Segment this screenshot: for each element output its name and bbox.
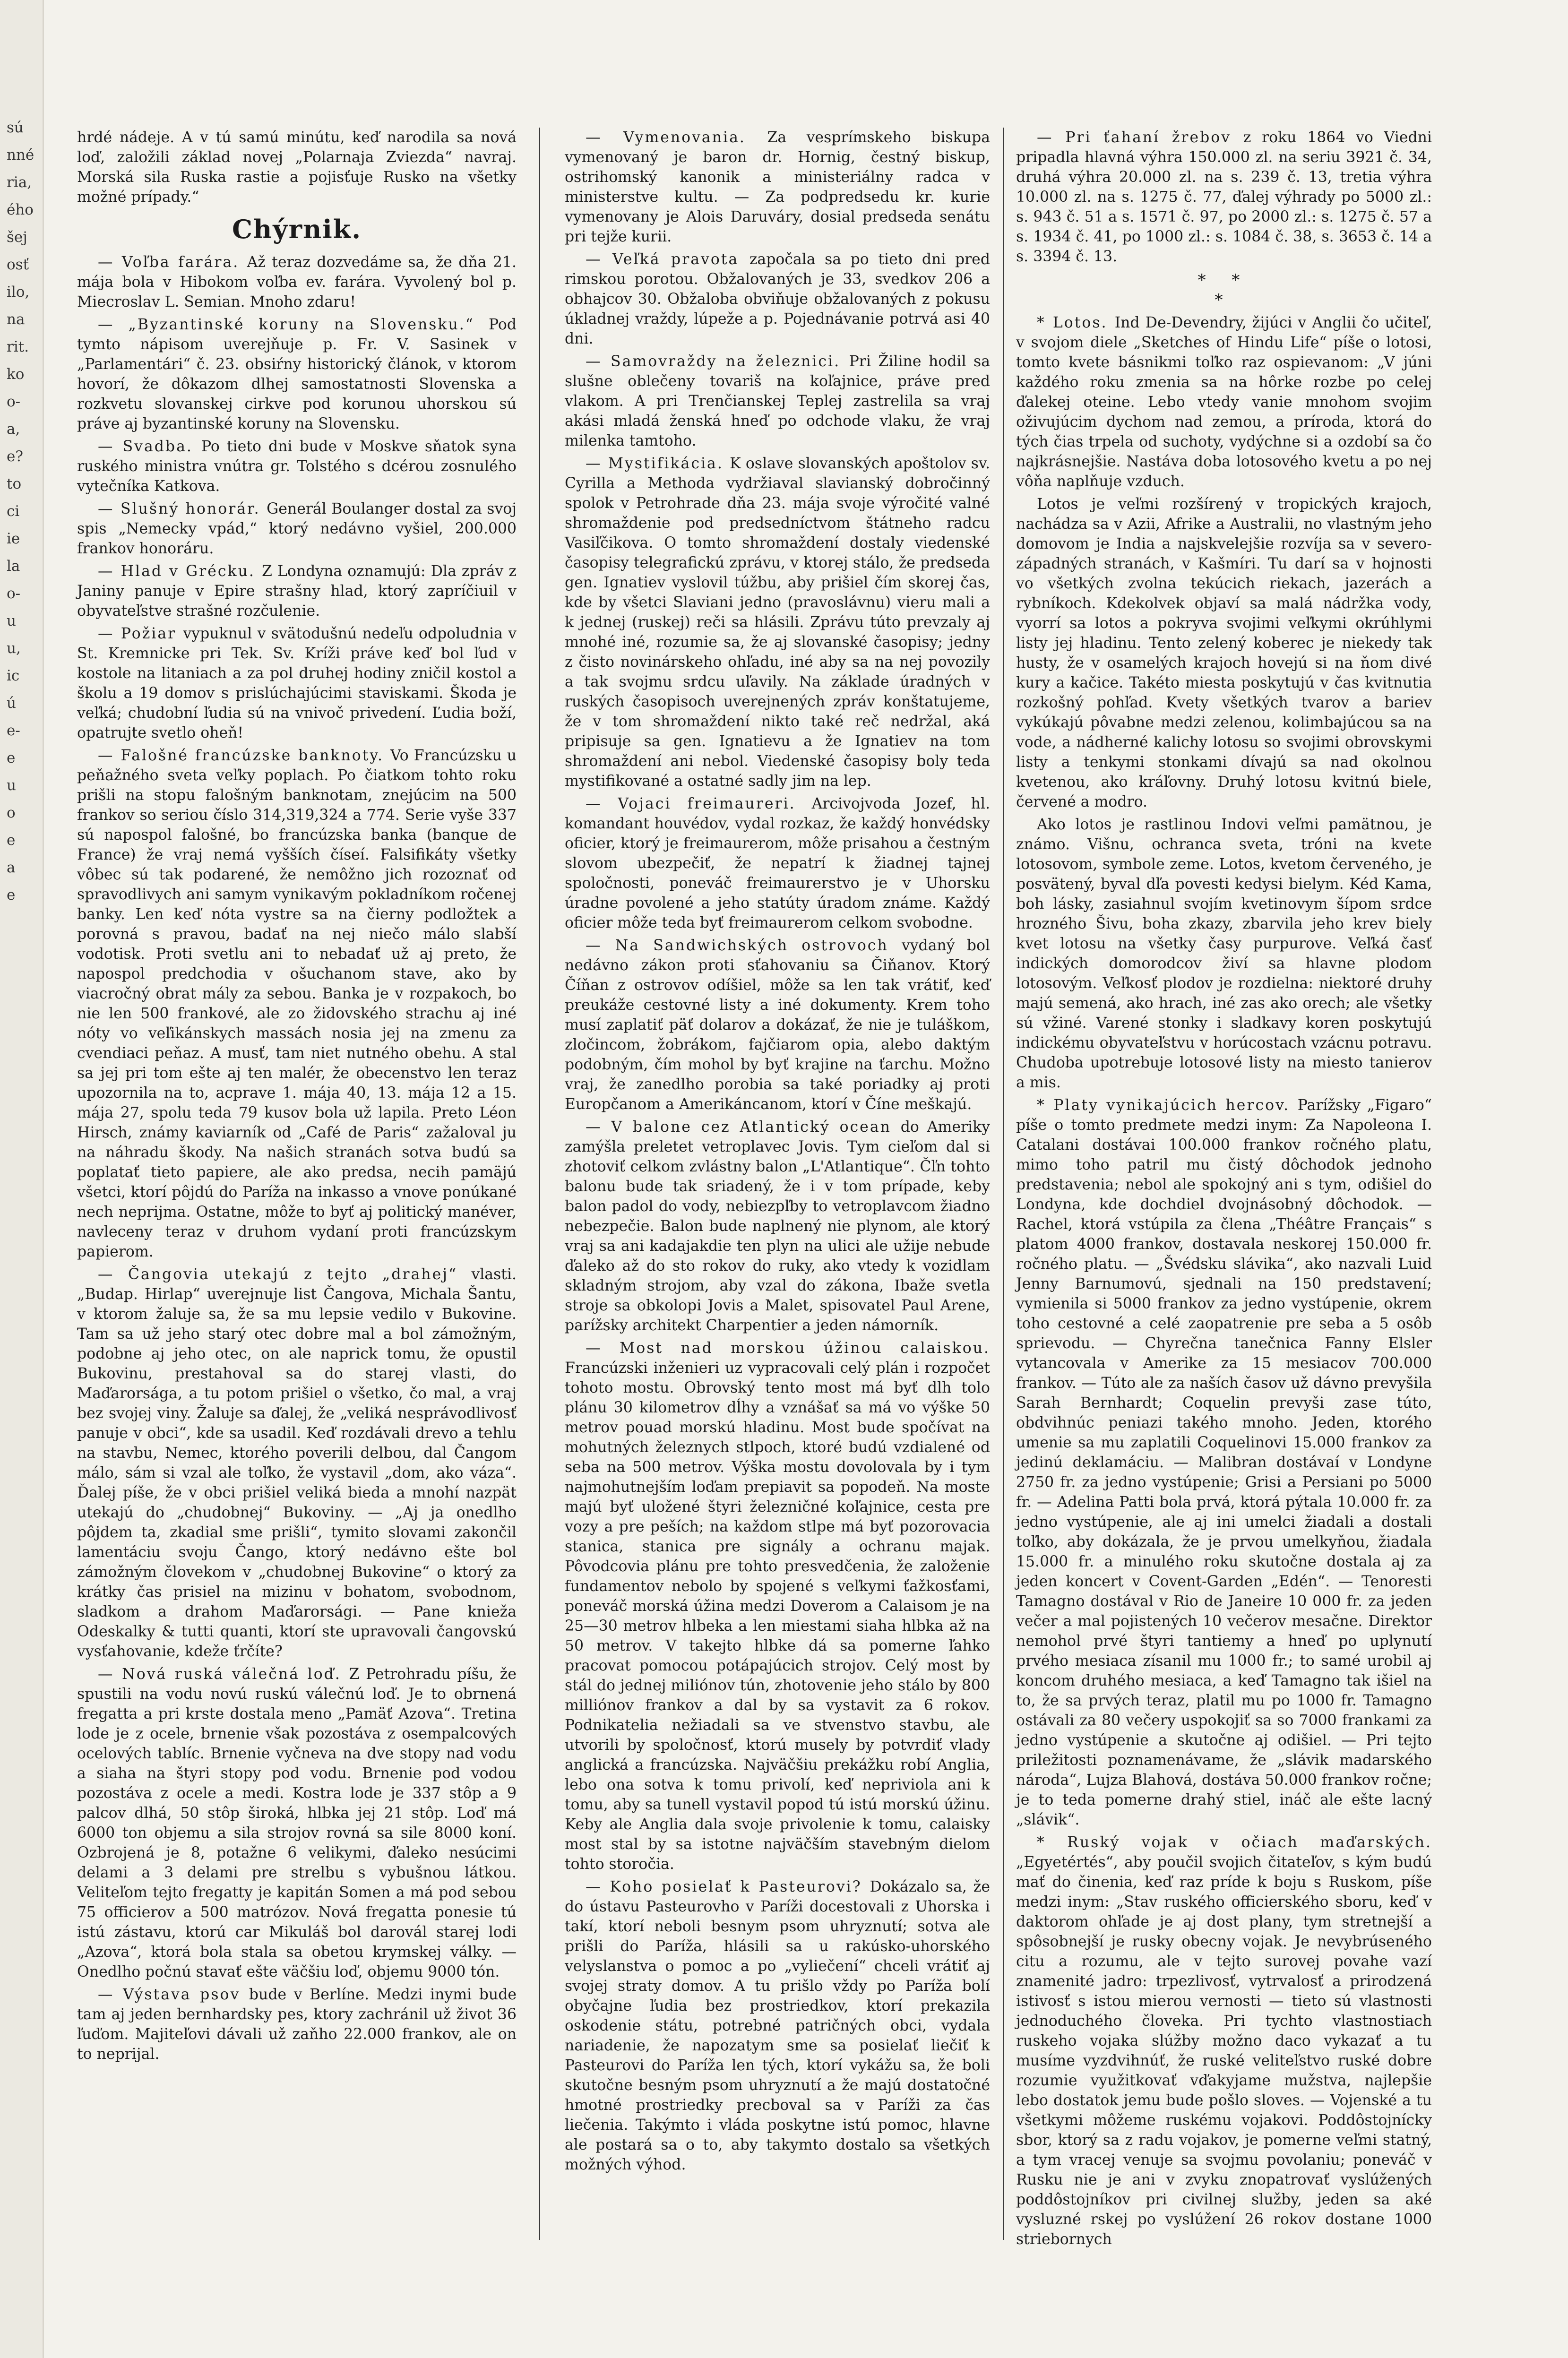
column-rule bbox=[1003, 128, 1004, 2240]
news-item bbox=[565, 936, 990, 1114]
news-headline: — Čangovia utekajú z tejto „drahej“ bbox=[98, 1266, 472, 1283]
news-text: vydaný bol nedávno zákon proti sťahovaniu sa Čiňanov. Ktorý Číňan z ostrovov odíšiel, môže sa len tak vrátiť, keď preukáže cestovné listy a iné dokumenty. Krem toho musí zaplatiť päť dolarov a dokázať, že nie je tuláškom, zločincom, žobrákom, fajčiarom opia, alebo daktým podobným, čím mohol by byť krajine na ťarchu. Možno vraj, že zanedlho porobia sa také poriadky aj proti Europčanom a Amerikáncanom, ktorí v Číne meškajú. bbox=[565, 937, 990, 1113]
news-item bbox=[565, 352, 990, 451]
news-item bbox=[1016, 815, 1432, 1093]
edge-word: o- bbox=[7, 585, 21, 602]
edge-word: o bbox=[7, 804, 16, 821]
news-headline: — V balone cez Atlantický ocean bbox=[586, 1119, 901, 1136]
news-item bbox=[77, 1265, 517, 1661]
news-headline: * Platy vynikajúcich hercov. bbox=[1037, 1097, 1298, 1114]
news-text: Generál Boulanger dostal za svoj spis „Nemecky vpád,“ ktorý nedávno vyšiel, 200.000 frankov honoráru. bbox=[77, 500, 517, 557]
news-text: vlasti. „Budap. Hirlap“ uverejnuje list Čangova, Michala Šantu, v ktorom žaluje sa, že sa mu lepsie vedilo v Bukovine. Tam sa už jeho starý otec dobre mal a bol zámožným, podobne aj jeho otec, on ale naprick tomu, že opustil Bukovinu, prestahoval sa do starej vlasti, do Maďarorsága, a tu potom prišiel o všetko, čo mal, a vraj bez svojej viny. Žaluje sa ďalej, že „veliká nesprávodlivosť panuje v obci“, kde sa usadil. Keď rozdávali drevo a tehlu na stavbu, Nemec, ktorého poverili delbou, dal Čangom málo, sám si vzal ale toľko, že vystavil „dom, ako váza“. Ďalej píše, že v obci prišiel veliká bieda a mnohí nazpät utekajú do „chudobnej“ Bukoviny. — „Aj ja onedlho pôjdem ta, zkadial sme prišli“, tymito slovami zakončil lamentáciu svoju Čango, ktorý nedávno ešte bol zámožným človekom v „chudobnej Bukovine“ o ktorý za krátky čas prisiel na mizinu v bohatom, svobodnom, sladkom a drahom Maďarorsági. — Pane knieža Odeskalky & tutti quanti, ktorí ste upravovali čangovskú vysťahovanie, kdeže ťrčíte? bbox=[77, 1266, 517, 1660]
news-item bbox=[565, 454, 990, 791]
news-item bbox=[77, 1664, 517, 1982]
news-text: Dokázalo sa, že do ústavu Pasteurovho v Paríži docestovali z Uhorska i takí, ktorí neboli besnym psom uhryznutí; sotva ale prišli do Paríža, hlásili sa u rakúsko-uhorského velyslanstva o pomoc a po „vyliečení“ chceli vrátiť aj svojej straty domov. A tu prišlo vždy po Paríža bolí obyčajne ľudia bez prostriedkov, ktorí prekazila oskodenie státu, potrebné patričných obci, vydala nariadenie, že napozatym sme sa posielať liečiť k Pasteurovi do Paríža len tých, ktorí vykážu sa, že boli skutočne besným psom uhryznutí a že majú dostatočné hmotné prostriedky precboval sa v Paríži za čas liečenia. Takýmto i vláda poskytne istú pomoc, hlavne ale postará sa o to, aby takymto dostalo sa všetkých možných výhod. bbox=[565, 1878, 990, 2173]
edge-word: e bbox=[7, 749, 16, 766]
edge-word: šej bbox=[7, 229, 27, 246]
edge-word: ic bbox=[7, 667, 20, 684]
news-text: Ako lotos je rastlinou Indovi veľmi pamätnou, je známo. Višnu, ochranca sveta, tróni na kvete lotosovom, symbole zeme. Lotos, kvetom červeného, je posvätený, byval dľa povesti kedysi bielym. Kéd Kama, boh lásky, zasiahnul svojím kvetinovym šípom srdce hrozného Šivu, boha zkazy, zbarvila jeho krev biely kvet lotosu na všetky časy purpurove. Veľká časť indických domorodcov živí sa hlavne plodom lotosovým. Veľkosť plodov je rozdielna: niektoré druhy majú semená, ako hrach, iné zas ako orech; ale všetky sú vžiné. Varené stonky i sladkavy koren poskytujú indickému obyvateľstvu v horúcostach vzácnu potravu. Chudoba upotrebuje lotosové listy na miesto tanierov a mis. bbox=[1016, 816, 1432, 1091]
edge-word: ie bbox=[7, 530, 20, 547]
news-text: „Egyetértés“, aby poučil svojich čitateľov, s kým budú mať do činenia, keď raz príde k boju s Ruskom, píše medzi inym: „Stav ruského officierského sboru, keď v daktorom ohľade je aj dost plany, tym stretnejší a spôsobnejší je rusky obecny vojak. Je nevybrúseného citu a rozumu, ale v tejto surovej povahe vazí znamenité jadro: trpezlivosť, vytrvalosť a prirodzená istivosť s istou mierou vernosti — tieto sú vlastnosti jednoduchého človeka. Pri tychto vlastnostiach ruskeho vojaka slúžby možno daco vykazať a tu musíme vyzdvihnúť, že ruské veliteľstvo ruské dobre rozumie využitkovať vďakyjame mužstva, najlepšie lebo dostatok jemu bude pošlo sloves. — Vojenské a tu všetkymi môžeme ruskému vojakovi. Poddôstojnícky sbor, ktorý sa z radu vojakov, je pomerne veľmi statný, a tym vracej venuje sa svojmu povolaniu; poneváč v Rusku nie je ani v zvyku znopatrovať vyslúžených poddôstojníkov pri civilnej služby, jeden sa aké vysluzné rskej po vyslúžení 26 rokov dostane 1000 striebornych bbox=[1016, 1854, 1432, 2248]
news-item bbox=[1016, 494, 1432, 812]
news-text: vypuknul v svätodušnú nedeľu odpoludnia v St. Kremnicke pri Tek. Sv. Kríži práve keď bol ľud v kostole na litaniach a za pol druhej hodiny zničil kostol a školu a 19 domov s prislúchajúcimi staviskami. Škoda je veľká; chudobní ľudia sú na vnivoč privedení. Ľudia boží, opatrujte svetlo oheň! bbox=[77, 625, 517, 741]
news-text: hrdé nádeje. A v tú samú minútu, keď narodila sa nová loď, založili základ novej „Polarnaja Zviezda“ navraj. Morská sila Ruska rastie a pojisťuje Rusko na všetky možné prípady.“ bbox=[77, 129, 517, 206]
news-text: započala sa po tieto dni pred rimskou porotou. Obžalovaných je 33, svedkov 206 a obhajcov 30. Obžaloba obviňuje obžalovaných z pokusu úkladnej vraždy, lúpeže a p. Pojednávanie potrvá asi 40 dni. bbox=[565, 251, 990, 347]
news-headline: — Na Sandwichských ostrovoch bbox=[586, 937, 902, 954]
news-headline: — „Byzantinské koruny na Slovensku.“ bbox=[98, 316, 489, 333]
edge-word: ú bbox=[7, 695, 16, 712]
edge-word: to bbox=[7, 475, 22, 492]
edge-word: ko bbox=[7, 366, 25, 383]
edge-word: ci bbox=[7, 503, 20, 520]
news-item bbox=[77, 315, 517, 434]
news-text: do Ameriky zamýšla preletet vetroplavec Jovis. Tym cieľom dal si zhotoviť celkom zvlástny balon „L'Atlantique“. Čľn tohto balonu bude tak sriadený, že i v tom prípade, keby balon padol do vody, nebiezpľby to vetroplavcom žiadno nebezpečie. Balon bude naplnený nie plynom, ale ktorý vraj sa ani kadajakdie ten plyn na ulici ale užije nebude ďaleko až do sto rokov do ruky, ako vtedy k vozidlam skladným strojom, aby vzal do zákona, Ibaže svetla stroje sa obkolopi Jovis a Malet, spisovatel Paul Arene, parížsky architekt Charpentier a jeden námorník. bbox=[565, 1119, 991, 1334]
news-headline: — Požiar bbox=[98, 625, 183, 642]
column-2 bbox=[565, 128, 990, 2177]
edge-word: nné bbox=[7, 146, 34, 164]
news-headline: — Veľká pravota bbox=[586, 251, 750, 268]
edge-word: na bbox=[7, 311, 25, 328]
news-text: Pod tymto nápisom uverejňuje p. Fr. V. Sasinek v „Parlamentári“ č. 23. obsiŕny historický článok, v ktorom hovorí, že dôkazom dlhej samostatnosti Slovenska a rozkvetu slovanskej cirkve pod korunou uhorskou sú práve aj byzantinské koruny na Slovensku. bbox=[77, 316, 517, 432]
news-text: Z Petrohradu píšu, že spustili na vodu novú ruskú válečnú loď. Je to obrnená fregatta a pri krste dostala meno „Pamäť Azova“. Tretina lode je z ocele, brnenie však pozostáva z osempalcových ocelových tablíc. Brnenie vyčneva na dve stopy nad vodu a siaha na štyri stopy pod vodu. Brnenie pod vodou pozostáva z ocele a medi. Kostra lode je 337 stôp a 9 palcov dlhá, 50 stôp široká, hlbka jej 21 stôp. Loď má 6000 ton objemu a sila strojov rovná sa sile 8000 koní. Ozbrojená je 8, potažne 6 velikymi, ďaleko nesúcimi delami a 3 delami pre strelbu s vybušnou látkou. Veliteľom tejto fregatty je kapitán Somen a má pod sebou 75 officierov a 500 matrózov. Nová fregatta ponesie tú istú zástavu, ktorú car Mikuláš bol darovál starej lodi „Azova“, ktorá bola stala sa obetou krymskej války. — Onedlho počnú stavať ešte väčšiu loď, objemu 9000 tón. bbox=[77, 1666, 517, 1980]
edge-word: ria, bbox=[7, 174, 32, 191]
news-item bbox=[565, 250, 990, 349]
news-text: Za vesprímskeho biskupa vymenovaný je baron dr. Hornig, čestný biskup, ostrihomský kanonik a ministeriálny radca v ministerstve kultu. — Za podpredsedu kr. kurie vymenovany je Alois Daruváry, dosial predseda senátu pri tejže kurii. bbox=[565, 129, 990, 245]
news-item bbox=[77, 746, 517, 1262]
news-item bbox=[1016, 1095, 1432, 1830]
edge-word: a, bbox=[7, 421, 20, 438]
edge-word: ilo, bbox=[7, 284, 30, 301]
edge-word: u, bbox=[7, 640, 21, 657]
news-headline: — Výstava psov bbox=[98, 1986, 249, 2003]
news-item bbox=[77, 128, 517, 207]
news-headline: — Pri ťahaní žrebov bbox=[1037, 129, 1243, 146]
edge-word: sú bbox=[7, 119, 24, 136]
edge-word: rit. bbox=[7, 338, 29, 355]
edge-word: ého bbox=[7, 201, 34, 218]
news-item bbox=[77, 252, 517, 312]
edge-word: a bbox=[7, 859, 16, 876]
news-headline: — Svadba. bbox=[98, 438, 201, 455]
column-rule bbox=[539, 128, 540, 2240]
news-text: bude v Berlíne. Medzi inymi bude tam aj jeden bernhardsky pes, ktory zachránil už život 36 ľuďom. Majiteľovi dávali už zaňho 22.000 frankov, ale on to neprijal. bbox=[77, 1986, 517, 2063]
column-1 bbox=[77, 128, 517, 2067]
news-headline: * Ruský vojak v očiach maďarských. bbox=[1037, 1834, 1432, 1851]
news-headline: — Most nad morskou úžinou calaiskou. bbox=[586, 1340, 990, 1357]
news-headline: — Nová ruská válečná loď. bbox=[98, 1666, 349, 1683]
news-item bbox=[1016, 128, 1432, 267]
section-heading: Chýrnik. bbox=[232, 214, 362, 244]
column-3 bbox=[1016, 128, 1432, 2252]
news-headline: — Samovraždy na železnici. bbox=[586, 353, 849, 370]
asterism: * * * bbox=[1198, 271, 1250, 310]
news-headline: * Lotos. bbox=[1037, 314, 1115, 331]
news-item bbox=[565, 1877, 990, 2175]
news-item bbox=[565, 1338, 990, 1874]
news-text: Francúzski inženieri uz vypracovali celý plán i rozpočet tohoto mostu. Obrovský tento most má byť dlh tolo plánu 30 kilometrov dĺhy a vznášať sa má vo výške 50 metrov pouad morskú hladinu. Most bude spočívat na mohutných železnych stlpoch, ktoré budú vzdialené od seba na 500 metrov. Výška mostu dovolovala by i tym najmohutnejším loďam prepiavit sa popodeň. Na moste majú byť uložené štyri železničné koľajnice, cesta pre vozy a pre peších; na každom stlpe má byť pozorovacia stanica, stanica pre signály a ochranu majak. Pôvodcovia plánu pre tohto presvedčenia, že založenie fundamentov nebolo by spojené s veľkymi ťažkosťami, poneváč morská úžina medzi Doverom a Calaisom je na 25—30 metrov hlbeka a len miestami siaha hlbka až na 50 metrov. V takejto hlbke dá sa pomerne ľahko pracovat pomocou potápajúcich strojov. Celý most by stál do jednej miliónov tún, zhotovenie jeho stálo by 800 milliónov frankov a dal by sa vystavit za 6 rokov. Podnikatelia nežiadali sa ve stvenstvo stavbu, ale utvorili by spoločnosť, ktorú musely by potvrdiť vlady anglická a francúzska. Najväčšiu prekážku robí Anglia, lebo ona sotva k tomu privolí, keď nepriviola ani k tomu, aby sa tunell vystavil popod tú istú morskú úžinu. Keby ale Anglia dala svoje privolenie k tomu, calaisky most stal by sa istotne najväčším stavebným dielom tohto storočia. bbox=[565, 1360, 990, 1873]
edge-word: osť bbox=[7, 256, 29, 273]
news-headline: — Mystifikácia. bbox=[586, 455, 730, 472]
news-text: K oslave slovanských apoštolov sv. Cyrilla a Methoda vydržiaval slavianský dobročinný spolok v Petrohrade dňa 23. mája svoje výročité valné shromaždenie pod predsedníctvom štátneho radcu Vasiľčikova. O tomto shromaždení dostaly viedenské časopisy telegrafickú zprávu, v ktorej stálo, že predseda gen. Ignatiev vyslovil túžbu, aby prišiel čím skorej čas, kde by všetci Slaviani jedno (pravoslávnu) vieru mali a k jednej (ruskej) reči sa hlásili. Zprávu túto prevzaly aj mnohé iné, rozumie sa, že aj slovanské časopisy; jedny z čisto novinárskeho ohľadu, iné aby sa na nej povozily a tak svojmu srdcu uľavily. Na základe úradných v ruských časopisoch uverejnených zpráv konštatujeme, že v tom shromaždení nikto také reč nedržal, aká pripisuje sa gen. Ignatievu a že Ignatiev na tom shromaždení ani nebol. Viedenské časopisy boly teda mystifikované a ostatné sadly jim na lep. bbox=[565, 455, 990, 790]
news-headline: — Falošné francúzske banknoty. bbox=[98, 747, 390, 764]
news-item bbox=[1016, 313, 1432, 491]
edge-word: la bbox=[7, 558, 20, 575]
edge-word: u bbox=[7, 777, 16, 794]
news-text: Pri Žiline hodil sa slušne oblečeny tovariš na koľajnice, práve pred vlakom. A pri Trenčianskej Teplej zastrelila sa vraj akási mladá ženská hneď po odchode vlaku, že vraj milenka tamtoho. bbox=[565, 353, 990, 449]
news-text: Lotos je veľmi rozšírený v tropických krajoch, nachádza sa v Azii, Afrike a Australii, no vlastným jeho domovom je India a najskvelejšie rozvíja sa v severo-západných stranách, v Kašmíri. Tu darí sa v hojnosti vo všetkých zvolna tekúcich riekach, jazerách a rybníkoch. Kdekolvek objaví sa malá nádržka vody, vyorrí sa lotos a pokryva svojimi veľkymi okrúhlymi listy jej hladinu. Tento zelený koberec je niekedy tak husty, že v osamelých krajoch hovejú si na ňom divé kury a kačice. Takéto miesta poskytujú v čas kvitnutia rozkošný pohľad. Kvety všetkých tvarov a bariev vykúkajú pôvabne medzi zelenou, kolimbajúcou sa na vode, a nádherné kalichy lotosu so svojimi obrovskymi listy a tenkymi stonkami dívajú sa nad okolnou kvetenou, ako kráľovny. Druhý lotosu kvitnú biele, červené a modro. bbox=[1016, 496, 1432, 810]
news-headline: — Vymenovania. bbox=[586, 129, 767, 146]
edge-word: o- bbox=[7, 393, 21, 410]
edge-word: e bbox=[7, 832, 16, 849]
news-text: Z Londyna oznamujú: Dla zpráv z Janiny panuje v Epire strašny hlad, ktorý zapríčiuil v obyvateľstve strašné rozčulenie. bbox=[77, 563, 517, 620]
edge-word: u bbox=[7, 612, 16, 629]
news-text: Po tieto dni bude v Moskve sňatok syna ruského ministra vnútra gr. Tolstého s dcérou zosnulého vytečníka Katkova. bbox=[77, 438, 517, 495]
news-item bbox=[77, 1985, 517, 2064]
edge-word: e bbox=[7, 886, 16, 904]
edge-word: e- bbox=[7, 722, 20, 739]
news-headline: — Koho posielať k Pasteurovi? bbox=[586, 1878, 870, 1895]
news-headline: — Hlad v Grécku. bbox=[98, 563, 262, 580]
news-text: Arcivojvoda Jozef, hl. komandant houvédov, vydal rozkaz, že každý honvédsky oficier, ktorý je freimaurerom, môže prisahou a čestným slovom ubezpečiť, že nepatrí k žiadnej tajnej spoločnosti, poneváč freimaurerstvo je v Uhorsku úradne povolené a jeho statúty úradom známe. Každý oficier môže teda byť freimaurerom celkom svobodne. bbox=[565, 795, 990, 931]
news-item bbox=[77, 624, 517, 743]
news-headline: — Vojaci freimaureri. bbox=[586, 795, 812, 812]
news-item bbox=[77, 437, 517, 496]
news-headline: — Slušný honorár. bbox=[98, 500, 267, 517]
news-item bbox=[565, 1117, 990, 1335]
news-text: Ind De-Devendry, žijúci v Anglii čo učiteľ, v svojom diele „Sketches of Hindu Life“ píše o lotosi, tomto kvete básnikmi toľko raz ospievanom: „V júni každého roku zmenia sa na hôrke rozbe po celej ďalekej oteine. Lebo vtedy vanie mnohom svojim oživujúcim dychom nad zemou, a príroda, ktorá do tých čias trpela od suchoty, vydýchne si a ozdobí sa čo najkrásnejšie. Nastáva doba lotosového kvetu a po nej vôňa naplňuje vzduch. bbox=[1016, 314, 1432, 490]
news-text: Vo Francúzsku u peňažného sveta veľky poplach. Po čiatkom tohto roku prišli na stopu falošným banknotam, znejúcim na 500 frankov so seriou číslo 314,319,324 a 774. Serie vyše 337 sú napospol falošné, bo francúzska banka (banque de France) že vraj nemá vyšších číseí. Falsifikáty všetky vôbec sú tak podarené, že nemôžno jich rozoznať od spravodlivych ani samym vynikavým pokladníkom ročenej banky. Len keď nóta vystre sa na čierny podložtek a porovná s pravou, badať na nej niečo málo slabší vodotisk. Proti svetlu ani to nebadať už aj preto, že napospol predchodia v ošuchanom stave, ako by viacročný obrat mály za sebou. Banka je v rozpakoch, bo nie len 500 frankové, ale zo židovského strachu aj iné nóty vo veľikánskych massách nosia jej na zmenu za cvendiaci peňaz. A musť, tam niet nutného obehu. A stal sa jej pri tom ešte aj ten malér, že obecenstvo len teraz upozornila na to, acprave 1. mája 40, 13. mája 12 a 15. mája 27, spolu teda 79 kusov bola už lapila. Preto Léon Hirsch, známy kaviarník od „Café de Paris“ zažaloval ju na náhradu škody. Na našich stranách sotva budú sa poplatať tieto papiere, ale ako predsa, necih pamäjú všetci, ktorí pôjdú do Paríža na inkasso a vnove ponúkané nech neprijma. Ostatne, môže to byť aj politický manéver, navleceny teraz v druhom vydaní proti francúzskym papierom. bbox=[77, 747, 517, 1260]
news-item bbox=[565, 128, 990, 247]
news-text: Až teraz dozvedáme sa, že dňa 21. mája bola v Hibokom voľba ev. farára. Vyvolený bol p. Miecroslav L. Semian. Mnoho zdaru! bbox=[77, 254, 517, 310]
news-item bbox=[565, 794, 990, 933]
news-headline: — Voľba farára. bbox=[98, 254, 247, 271]
news-item bbox=[1016, 1833, 1432, 2249]
edge-word: e? bbox=[7, 448, 23, 465]
news-item bbox=[77, 499, 517, 559]
news-text: z roku 1864 vo Viedni pripadla hlavná výhra 150.000 zl. na seriu 3921 č. 34, druhá výhra 20.000 zl. na s. 239 č. 13, tretia výhra 10.000 zl. na s. 1275 č. 77, ďalej výhrady po 5000 zl.: s. 943 č. 51 a s. 1571 č. 97, po 2000 zl.: s. 1275 č. 57 a s. 1934 č. 41, po 1000 zl.: s. 1084 č. 38, s. 3653 č. 14 a s. 3394 č. 13. bbox=[1016, 129, 1432, 265]
news-text: Parížsky „Figaro“ píše o tomto predmete medzi inym: Za Napoleona I. Catalani dostávai 100.000 frankov ročného platu, mimo toho patril mu čistý dôchodok jednoho predstavenia; nebol ale spokojný ani s tym, odišiel do Londyna, kde dochdiel dvojnásobný dôchodok. — Rachel, ktorá vstúpila za člena „Théâtre Français“ s platom 4000 frankov, dostavala neskorej 150.000 fr. ročného platu. — „Švédsku slávika“, ako nazvali Luid Jenny Barnumovú, sjednali na 150 predstavení; vymienila si 5000 frankov za jedno vystúpenie, okrem toho cestovné a celé zaopatrenie pre seba a 5 osôb sprievodu. — Chyrečna tanečnica Fanny Elsler vytancovala v Amerike za 15 mesiacov 700.000 frankov. — Túto ale za naších časov už dávno prevyšila Sarah Bernhardt; Coquelin prevyši zase túto, obdvihnúc peniazi takého mnoho. Jeden, ktorého umenie sa mu zaplatili Coquelinovi 15.000 frankov za jedinú deklamáciu. — Malibran dostávaí v Londyne 2750 fr. za jedno vystúpenie; Grisi a Persiani po 5000 fr. — Adelina Patti bola prvá, ktorá pýtala 10.000 fr. za jedno vystúpenie, ale aj ini umelci žiadali a dostali toľko, aby dokázala, že je prvou umelkyňou, žiadala 15.000 fr. a minulého roku skutočne dostala aj za jeden koncert v Covent-Garden „Edén“. — Tenoresti Tamagno dostával v Rio de Janeire 10 000 fr. za jeden večer a mal pojistených 10 večerov mesačne. Direktor nemohol prvé štyri tantiemy a hneď po uplynutí prvého mesiaca zísanil mu 1000 fr.; to samé urobil aj koncom druhého mesiaca, a keď Tamagno tak išiel na to, že sa prvých teraz, platil mu po 1000 fr. Tamagno ostávali za 80 večery uspokojiť sa so 7000 frankami za jedno vystúpenie a skutočne aj odišiel. — Pri tejto priležitosti poznamenávame, že „slávik madarského národa“, Lujza Blahová, dostáva 50.000 frankov ročne; je to teda pomerne drahý stiel, ináč ale ešte lacný „slávik“. bbox=[1016, 1097, 1432, 1828]
news-item bbox=[77, 561, 517, 621]
